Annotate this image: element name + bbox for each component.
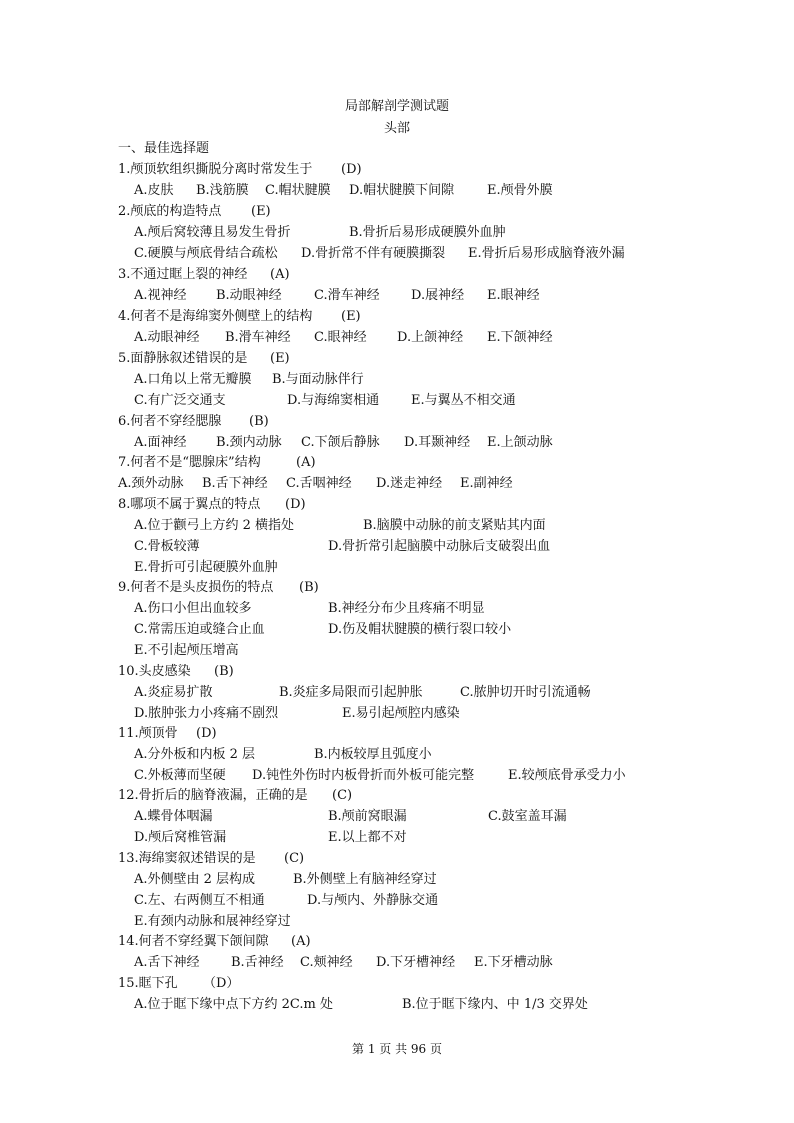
q15-option-b: B.位于眶下缘内、中 1/3 交界处 bbox=[402, 997, 588, 1012]
q4-option-d: D.上颌神经 bbox=[397, 330, 464, 345]
question-4-answer: (E) bbox=[341, 309, 361, 324]
q1-option-a: A.皮肤 bbox=[134, 183, 174, 198]
q10-option-b: B.炎症多局限而引起肿胀 bbox=[279, 685, 423, 700]
q2-option-a: A.颅后窝较薄且易发生骨折 bbox=[134, 225, 291, 240]
question-8-answer: (D) bbox=[285, 497, 306, 512]
question-7-answer: (A) bbox=[296, 455, 316, 470]
q2-option-e: E.骨折后易形成脑脊液外漏 bbox=[468, 246, 625, 261]
q14-option-c: C.颊神经 bbox=[300, 955, 353, 970]
q1-option-d: D.帽状腱膜下间隙 bbox=[349, 183, 455, 198]
q12-option-a: A.蝶骨体咽漏 bbox=[134, 809, 213, 824]
q5-option-e: E.与翼丛不相交通 bbox=[411, 393, 516, 408]
q6-option-b: B.颈内动脉 bbox=[216, 435, 282, 450]
q13-option-d: D.与颅内、外静脉交通 bbox=[307, 893, 439, 908]
question-6-answer: (B) bbox=[249, 414, 269, 429]
question-4-stem: 4.何者不是海绵窦外侧壁上的结构 bbox=[118, 309, 313, 324]
question-7-stem: 7.何者不是“腮腺床”结构 bbox=[118, 455, 261, 470]
q14-option-e: E.下牙槽动脉 bbox=[474, 955, 553, 970]
q7-option-e: E.副神经 bbox=[460, 476, 513, 491]
q9-option-a: A.伤口小但出血较多 bbox=[134, 601, 252, 616]
question-14-stem: 14.何者不穿经翼下颌间隙 bbox=[118, 934, 269, 949]
q11-option-e: E.较颅底骨承受力小 bbox=[508, 768, 626, 783]
q2-option-b: B.骨折后易形成硬膜外血肿 bbox=[349, 225, 506, 240]
q8-option-d: D.骨折常引起脑膜中动脉后支破裂出血 bbox=[328, 539, 551, 554]
q1-option-e: E.颅骨外膜 bbox=[487, 183, 553, 198]
q13-option-c: C.左、右两侧互不相通 bbox=[134, 893, 265, 908]
question-6-stem: 6.何者不穿经腮腺 bbox=[118, 414, 222, 429]
question-12-answer: (C) bbox=[332, 788, 353, 803]
q11-option-a: A.分外板和内板 2 层 bbox=[134, 747, 256, 762]
q7-option-b: B.舌下神经 bbox=[202, 476, 268, 491]
question-5-answer: (E) bbox=[270, 351, 290, 366]
q10-option-e: E.易引起颅腔内感染 bbox=[342, 706, 460, 721]
q14-option-b: B.舌神经 bbox=[231, 955, 284, 970]
q5-option-b: B.与面动脉伴行 bbox=[272, 372, 364, 387]
q2-option-c: C.硬膜与颅底骨结合疏松 bbox=[134, 246, 278, 261]
q9-option-e: E.不引起颅压增高 bbox=[134, 643, 239, 658]
q6-option-e: E.上颌动脉 bbox=[487, 435, 553, 450]
question-3-stem: 3.不通过眶上裂的神经 bbox=[118, 267, 248, 282]
question-12-stem: 12.骨折后的脑脊液漏，正确的是 bbox=[118, 788, 308, 803]
q6-option-d: D.耳颞神经 bbox=[404, 435, 471, 450]
q4-option-b: B.滑车神经 bbox=[225, 330, 291, 345]
question-5-stem: 5.面静脉叙述错误的是 bbox=[118, 351, 248, 366]
question-9-stem: 9.何者不是头皮损伤的特点 bbox=[118, 580, 274, 595]
question-2-answer: (E) bbox=[251, 204, 271, 219]
question-14-answer: (A) bbox=[291, 934, 311, 949]
q11-option-d: D.钝性外伤时内板骨折而外板可能完整 bbox=[252, 768, 475, 783]
question-13-answer: (C) bbox=[284, 851, 305, 866]
q5-option-c: C.有广泛交通支 bbox=[134, 393, 226, 408]
page-subtitle: 头部 bbox=[383, 121, 410, 136]
q4-option-c: C.眼神经 bbox=[314, 330, 367, 345]
page-footer: 第 1 页 共 96 页 bbox=[352, 1042, 442, 1056]
q3-option-b: B.动眼神经 bbox=[216, 288, 282, 303]
question-11-stem: 11.颅顶骨 bbox=[118, 726, 178, 741]
q14-option-d: D.下牙槽神经 bbox=[376, 955, 456, 970]
question-10-answer: (B) bbox=[214, 664, 234, 679]
q9-option-c: C.常需压迫或缝合止血 bbox=[134, 622, 265, 637]
q12-option-e: E.以上都不对 bbox=[328, 830, 407, 845]
q5-option-a: A.口角以上常无瓣膜 bbox=[134, 372, 252, 387]
q8-option-c: C.骨板较薄 bbox=[134, 539, 200, 554]
q7-option-a: A.颈外动脉 bbox=[118, 476, 184, 491]
q14-option-a: A.舌下神经 bbox=[134, 955, 200, 970]
q3-option-a: A.视神经 bbox=[134, 288, 187, 303]
q12-option-d: D.颅后窝椎管漏 bbox=[134, 830, 227, 845]
q10-option-d: D.脓肿张力小疼痛不剧烈 bbox=[134, 706, 279, 721]
q8-option-b: B.脑膜中动脉的前支紧贴其内面 bbox=[363, 518, 546, 533]
q7-option-d: D.迷走神经 bbox=[376, 476, 443, 491]
question-2-stem: 2.颅底的构造特点 bbox=[118, 204, 222, 219]
q3-option-c: C.滑车神经 bbox=[314, 288, 380, 303]
question-10-stem: 10.头皮感染 bbox=[118, 664, 191, 679]
q11-option-b: B.内板较厚且弧度小 bbox=[314, 747, 432, 762]
question-1-stem: 1.颅顶软组织撕脱分离时常发生于 bbox=[118, 162, 313, 177]
q10-option-a: A.炎症易扩散 bbox=[134, 685, 213, 700]
q13-option-a: A.外侧壁由 2 层构成 bbox=[134, 872, 256, 887]
question-11-answer: (D) bbox=[196, 726, 217, 741]
q2-option-d: D.骨折常不伴有硬膜撕裂 bbox=[301, 246, 446, 261]
question-15-answer: （D） bbox=[203, 976, 240, 991]
page-title: 局部解剖学测试题 bbox=[344, 99, 449, 114]
q3-option-d: D.展神经 bbox=[411, 288, 465, 303]
question-3-answer: (A) bbox=[270, 267, 290, 282]
q6-option-c: C.下颌后静脉 bbox=[301, 435, 380, 450]
q9-option-b: B.神经分布少且疼痛不明显 bbox=[328, 601, 485, 616]
q5-option-d: D.与海绵窦相通 bbox=[287, 393, 380, 408]
q8-option-a: A.位于颧弓上方约 2 横指处 bbox=[134, 518, 295, 533]
q7-option-c: C.舌咽神经 bbox=[286, 476, 352, 491]
section-heading: 一、最佳选择题 bbox=[118, 141, 210, 156]
q8-option-e: E.骨折可引起硬膜外血肿 bbox=[134, 560, 278, 575]
q4-option-e: E.下颌神经 bbox=[487, 330, 553, 345]
question-8-stem: 8.哪项不属于翼点的特点 bbox=[118, 497, 261, 512]
q6-option-a: A.面神经 bbox=[134, 435, 187, 450]
q3-option-e: E.眼神经 bbox=[487, 288, 540, 303]
q11-option-c: C.外板薄而坚硬 bbox=[134, 768, 226, 783]
q12-option-c: C.鼓室盖耳漏 bbox=[488, 809, 567, 824]
q10-option-c: C.脓肿切开时引流通畅 bbox=[460, 685, 591, 700]
q13-option-e: E.有颈内动脉和展神经穿过 bbox=[134, 914, 291, 929]
question-9-answer: (B) bbox=[299, 580, 319, 595]
question-1-answer: (D) bbox=[341, 162, 362, 177]
q4-option-a: A.动眼神经 bbox=[134, 330, 200, 345]
q13-option-b: B.外侧壁上有脑神经穿过 bbox=[293, 872, 437, 887]
question-13-stem: 13.海绵窦叙述错误的是 bbox=[118, 851, 256, 866]
q1-option-b: B.浅筋膜 bbox=[196, 183, 249, 198]
question-15-stem: 15.眶下孔 bbox=[118, 976, 178, 991]
q12-option-b: B.颅前窝眼漏 bbox=[328, 809, 407, 824]
q9-option-d: D.伤及帽状腱膜的横行裂口较小 bbox=[328, 622, 512, 637]
q1-option-c: C.帽状腱膜 bbox=[265, 183, 331, 198]
q15-option-a: A.位于眶下缘中点下方约 2C.m 处 bbox=[134, 997, 333, 1012]
